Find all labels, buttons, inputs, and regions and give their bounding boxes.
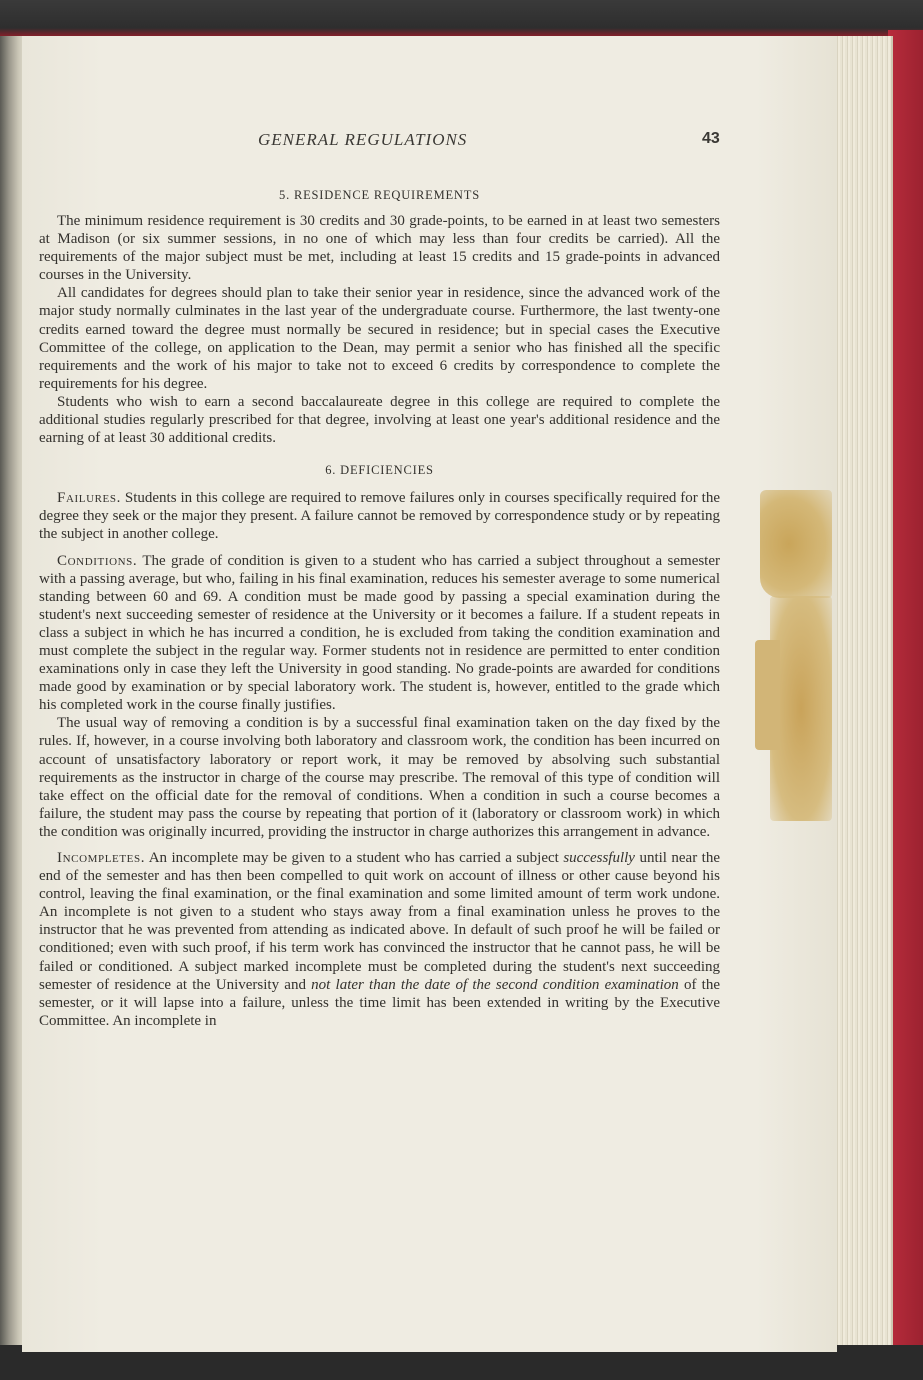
paragraph-conditions: Conditions. The grade of condition is given to a student who has carried a subject throughout a semester with a passing average, but who, failing in his final examination, reduces his semester average to some numerical standing between 60 and 69. A condition must be made good by passing a special examination during the student's next succeeding semester of residence at the University or it becomes a failure. If a student repeats in class a subject in which he has incurred a condition, he is excluded from taking the condition examination and must complete the subject in the regular way. Former students not in residence are permitted to enter condition examinations only in case they left the University in good standing. No grade-points are awarded for conditions made good by examination or by special laboratory work. The student is, however, entitled to the grade which his completed work in the course finally justifies. <box>39 552 721 714</box>
section-heading-deficiencies: 6. DEFICIENCIES <box>325 463 434 478</box>
paper-stain <box>760 490 832 598</box>
book-cover-right <box>888 30 923 1360</box>
paper-stain <box>755 640 780 750</box>
paragraph: The usual way of removing a condition is by a successful final examination taken on the day fixed by the rules. If, however, in a course involving both laboratory and classroom work, the condition has been incurred on account of unsatisfactory laboratory or report work, it may be removed by absolving such substantial requirements as the instructor in charge of the course may prescribe. The removal of this type of condition will take effect on the official date for the removal of conditions. When a condition in such a course becomes a failure, the student may pass the course by repeating that portion of it (laboratory or classroom work) in which the condition was originally incurred, providing the instructor in charge authorizes this arrangement in advance. <box>39 715 720 840</box>
section-heading-residence: 5. RESIDENCE REQUIREMENTS <box>279 188 480 202</box>
page-number: 43 <box>702 130 720 147</box>
paragraph: The minimum residence requirement is 30 credits and 30 grade-points, to be earned in at least two semesters at Madison (or six summer sessions, in no one of which may less than four credits be carried). All the requirements of the major subject must be met, including at least 15 credits and 15 grade-points in advanced courses in the University. <box>39 213 720 284</box>
running-head <box>0 130 923 158</box>
run-in-heading: Conditions. <box>57 552 138 569</box>
run-in-heading: Failures. <box>57 490 121 507</box>
paragraph: Students who wish to earn a second baccalaureate degree in this college are required to complete the additional studies regularly prescribed for that degree, involving at least one year's additional residence and the earning of at least 30 additional credits. <box>39 393 720 447</box>
page-edges <box>835 36 893 1352</box>
book-cover-top <box>0 0 923 40</box>
paragraph: All candidates for degrees should plan to take their senior year in residence, since the advanced work of the major study normally culminates in the last year of the undergraduate course. Furthermore, the last twenty-one credits earned toward the degree must normally be secured in residence; but in special cases the Executive Committee of the college, on application to the Dean, may permit a senior who has finished all the specific requirements and the work of his major to take not to exceed 6 credits by correspondence to complete the requirements for his degree. <box>39 285 720 392</box>
paragraph-failures: Failures. Students in this college are required to remove failures only in courses specifically required for the degree they seek or the major they present. A failure cannot be removed by correspondence study or by repeating the subject in another college. <box>39 490 720 543</box>
running-title: GENERAL REGULATIONS <box>258 130 468 149</box>
run-in-heading: Incompletes. <box>57 850 146 866</box>
paragraph-incompletes: Incompletes. An incomplete may be given to a student who has carried a subject successfully until near the end of the semester and has then been compelled to quit work on account of illness or other cause beyond his control, leaving the final examination, or the final examination and some limited amount of term work undone. An incomplete is not given to a student who stays away from a final examination unless he proves to the instructor that he was prevented from attending as indicated above. In default of such proof he will be failed or conditioned; even with such proof, if his term work has convinced the instructor that he cannot pass, he will be failed or conditioned. A subject marked incomplete must be completed during the student's next succeeding semester of residence at the University and not later than the date of the second condition examination of the semester, or it will lapse into a failure, unless the time limit has been extended in writing by the Executive Committee. An incomplete in <box>39 850 721 1029</box>
page-body <box>39 186 720 1030</box>
